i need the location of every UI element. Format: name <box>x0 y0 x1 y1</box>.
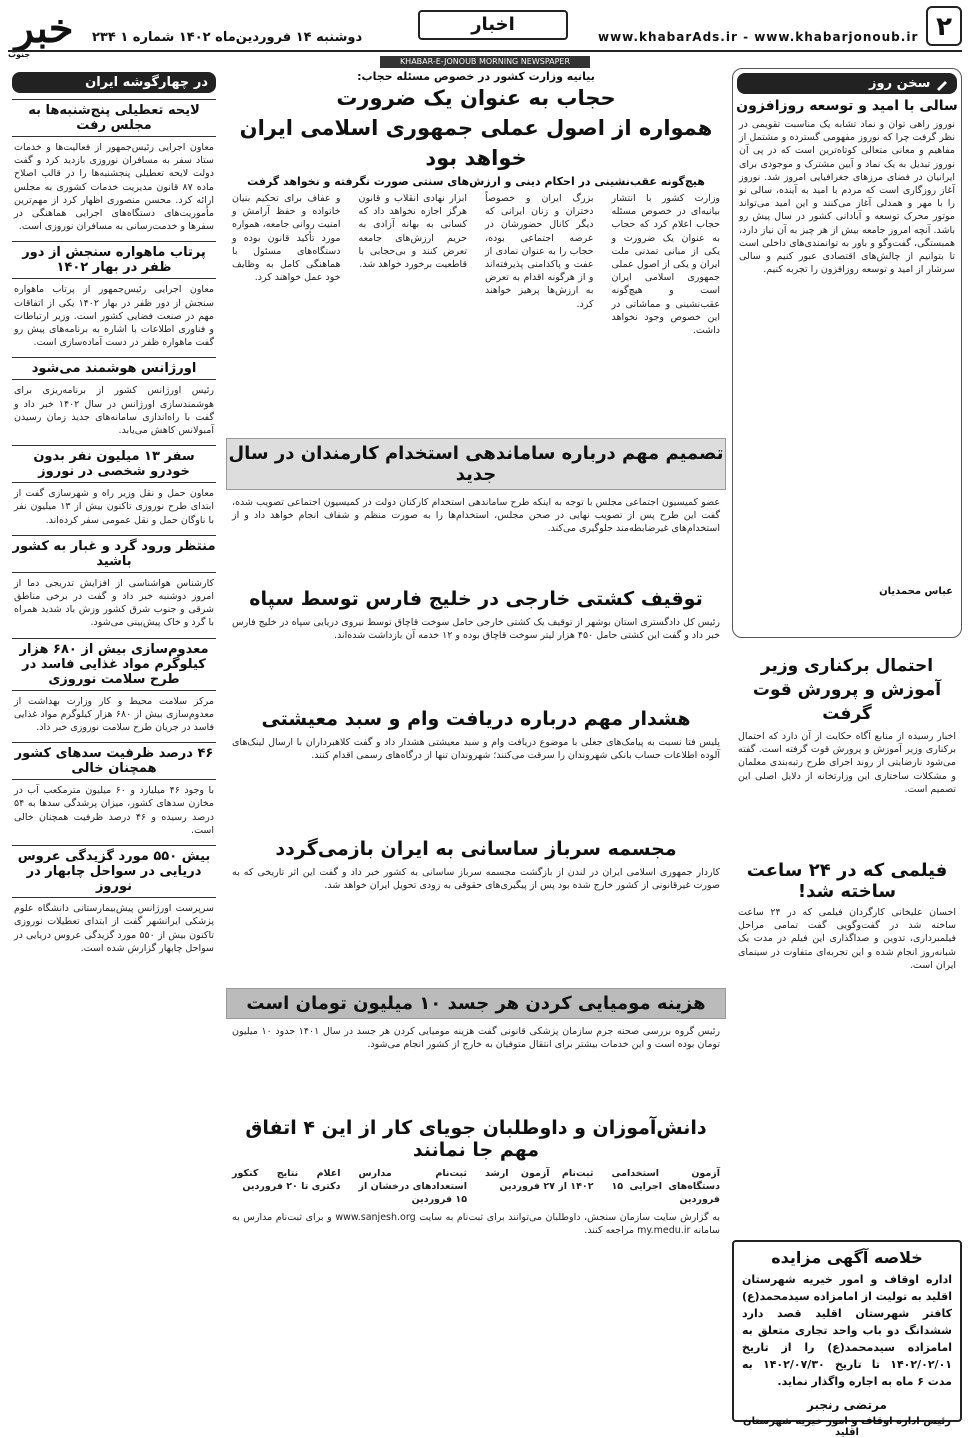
hiring-body: عضو کمیسیون اجتماعی مجلس با توجه به اینکه طرح ساماندهی استخدام کارکنان دولت در کمیسیون اجتماعی تصویب شده، گفت این طرح پس از تصویب نهایی در صحن مجلس، استخدام‌ها را به صورت منظم و شفاف انجام خواهد داد و از استخدام‌های غیرضابطه‌مند جلوگیری می‌کند. <box>232 497 720 535</box>
auction-title[interactable]: خلاصه آگهی مزایده <box>771 1248 923 1267</box>
exam-item: اعلام نتایج کنکور دکتری تا ۲۰ فروردین <box>232 1168 341 1193</box>
lead-headline-line-1[interactable]: حجاب به عنوان یک ضرورت <box>336 86 616 110</box>
article-body: رئیس اورژانس کشور از برنامه‌ریزی برای هوشمندسازی اورژانس در سال ۱۴۰۲ خبر داد و گفت با راه‌اندازی سامانه‌های جدید زمان رسیدن آمبولانس کاهش می‌یابد. <box>14 385 214 437</box>
article-body: مرکز سلامت محیط و کار وزارت بهداشت از معدوم‌سازی بیش از ۶۸۰ هزار کیلوگرم مواد غذایی فاسد در جریان طرح سلامت نوروزی خبر داد. <box>14 695 214 734</box>
lead-story <box>226 70 726 430</box>
article-body: معاون حمل و نقل وزیر راه و شهرسازی گفت از ابتدای طرح نوروزی تاکنون بیش از ۱۳ میلیون نفر با ناوگان حمل و نقل عمومی سفر کرده‌اند. <box>14 488 214 526</box>
exams-headline[interactable]: دانش‌آموزان و داوطلبان جویای کار از این ۴ اتفاق مهم جا نمانند <box>245 1117 707 1161</box>
seizure-body: رئیس کل دادگستری استان بوشهر از توقیف یک کشتی خارجی حامل سوخت قاچاق توسط نیروی دریایی سپاه در خلیج فارس خبر داد و گفت این کشتی حامل ۴۵۰ هزار لیتر سوخت قاچاق بوده و ۱۲ خدمه آن بازداشت شده‌اند. <box>232 617 720 642</box>
editorial-title[interactable]: سالی با امید و توسعه روزافزون <box>736 98 958 114</box>
auction-notice <box>732 1240 962 1438</box>
exam-item: ثبت‌نام آزمون ارشد ۱۴۰۲ از ۲۷ فروردین <box>485 1168 594 1193</box>
pen-icon <box>935 77 949 91</box>
lead-body-col: وزارت کشور با انتشار بیانیه‌ای در خصوص مسئله حجاب اعلام کرد که حجاب به عنوان یک ضرورت و یکی از مبانی تمدنی ملت ایران و یکی از اصول عملی جمهوری اسلامی ایران است و هیچ‌گونه عقب‌نشینی و مماشاتی در این خصوص وجود نخواهد داشت. <box>611 193 720 337</box>
lead-deck: هیچ‌گونه عقب‌نشینی در احکام دینی و ارزش‌های سنتی صورت نگرفته و نخواهد گرفت <box>247 175 705 188</box>
auction-body: اداره اوقاف و امور خیریه شهرستان اقلید به تولیت از امامزاده سیدمحمد(ع) کافتر شهرستان اقلید قصد دارد ششدانگ دو باب واحد تجاری متعلق به امامزاده سیدمحمد(ع) را از تاریخ ۱۴۰۲/۰۲/۰۱ تا تاریخ ۱۴۰۲/۰۷/۳۰ به مدت ۶ ماه به اجاره واگذار نماید. <box>742 1273 952 1388</box>
auction-office: رئیس اداره اوقاف و امور خیریه شهرستان اقلید <box>743 1416 951 1438</box>
mummy-headline[interactable]: هزینه مومیایی کردن هر جسد ۱۰ میلیون تومان است <box>226 988 726 1019</box>
roundup-article <box>8 99 220 235</box>
issue-date: دوشنبه ۱۴ فروردین‌ماه ۱۴۰۲ شماره ۱ ۲۳۴ <box>92 30 363 45</box>
auction-signature: مرتضی رنجبر <box>807 1398 887 1412</box>
roundup-article <box>8 445 220 529</box>
article-title[interactable]: ۴۶ درصد ظرفیت سدهای کشور همچنان خالی <box>12 742 216 780</box>
statue-story <box>226 838 726 984</box>
lead-body-col: بزرگ ایران و خصوصاً دختران و زنان ایرانی که دیگر کانال حضورشان در عرصه اجتماعی بوده، حجاب را به عنوان نمادی از عفت و پاکدامنی پذیرفته‌اند و از هرگونه اقدام به تعرض به ارزش‌ها پرهیز خواهند کرد. <box>485 193 594 310</box>
hiring-story <box>226 438 726 584</box>
website-url[interactable]: www.khabarAds.ir - www.khabarjonoub.ir <box>598 30 919 44</box>
section-title: اخبار <box>418 10 568 40</box>
brand-line: KHABAR-E-JONOUB MORNING NEWSPAPER <box>380 56 590 68</box>
mummy-story <box>226 988 726 1113</box>
newspaper-logo[interactable] <box>8 5 80 59</box>
seizure-headline[interactable]: توقیف کشتی خارجی در خلیج فارس توسط سپاه <box>249 588 703 610</box>
exams-body: به گزارش سایت سازمان سنجش، داوطلبان می‌توانند برای ثبت‌نام به سایت www.sanjesh.org و برای ثبت‌نام مدارس به سامانه my.medu.ir مراجعه کنند. <box>232 1211 720 1236</box>
roundup-article <box>8 535 220 632</box>
film-body: احسان علیخانی کارگردان فیلمی که در ۲۴ ساعت ساخته شد در گفت‌وگویی گفت تمامی مراحل فیلمبرداری، تدوین و صداگذاری این فیلم در مدت یک شبانه‌روز انجام شده و این تجربه‌ای متفاوت در سینمای ایران است. <box>738 907 957 971</box>
article-title[interactable]: اورژانس هوشمند می‌شود <box>12 357 216 380</box>
article-body: معاون اجرایی رئیس‌جمهور از پرتاب ماهواره سنجش از دور ظفر در بهار ۱۴۰۲ یکی از اتفاقات مهم در صنعت فضایی کشور است. وزیر ارتباطات و فناوری اطلاعات با اشاره به برنامه‌های پیش رو گفت ماهواره ظفر در دست آماده‌سازی است. <box>14 284 214 349</box>
masthead <box>8 6 962 62</box>
film-story <box>732 856 962 1056</box>
roundup-header: در چهارگوشه ایران <box>12 72 216 93</box>
film-headline[interactable]: فیلمی که در ۲۴ ساعت ساخته شد! <box>746 860 948 902</box>
exams-items <box>226 1165 726 1209</box>
lead-headline-line-2[interactable]: همواره از اصول عملی جمهوری اسلامی ایران خواهد بود <box>239 116 713 170</box>
roundup-article <box>8 241 220 351</box>
loan-warning-story <box>226 708 726 834</box>
editorial-body: نوروز راهی توان و نماد تشابه یک مناسبت تقویمی در نظر گرفت چرا که نوروز مفهومی گسترده و مشتمل از مفاهیم و معانی متعالی کوتاه‌ترین است که در پی آن نوروز تبدیل به یک نماد و آیین مشترک و موجودی برای ایرانیان در فضای مرزهای جغرافیایی امروز شد. نوروز آغاز روزگاری است که مردم با امید به آینده، سالی نو را با مهر و همدلی آغاز می‌کنند و این امید می‌تواند موتور محرک توسعه و آبادانی کشور در سال پیش رو باشد. آنچه امروز جامعه بیش از هر چیز به آن نیاز دارد، همبستگی، گفت‌وگو و باور به توانمندی‌های داخلی است تا بتوانیم از چالش‌های اقتصادی عبور کنیم و سالی سرشار از امید و توسعه روزافزون را تجربه کنیم. <box>739 119 955 276</box>
lead-body-col: و عفاف برای تحکیم بنیان خانواده و حفظ آرامش و امنیت روانی جامعه، همواره مورد تأکید قانون بوده و دستگاه‌های مسئول با هماهنگی کامل به وظایف خود عمل خواهند کرد. <box>232 193 341 284</box>
article-title[interactable]: پرتاب ماهواره سنجش از دور ظفر در بهار ۱۴۰۲ <box>12 241 216 279</box>
editorial-author: عباس محمدیان <box>879 586 953 597</box>
mummy-body: رئیس گروه بررسی صحنه جرم سازمان پزشکی قانونی گفت هزینه مومیایی کردن هر جسد در سال ۱۴۰۱ حدود ۱۰ میلیون تومان بوده است و این خدمات بیشتر برای انتقال متوفیان به خارج از کشور انجام می‌شود. <box>232 1026 721 1051</box>
lead-kicker: بیانیه وزارت کشور در خصوص مسئله حجاب: <box>357 70 595 83</box>
article-title[interactable]: سفر ۱۳ میلیون نفر بدون خودرو شخصی در نوروز <box>12 445 216 483</box>
article-title[interactable]: بیش ۵۵۰ مورد گزیدگی عروس دریایی در سواحل چابهار در نوروز <box>12 845 216 898</box>
statue-headline[interactable]: مجسمه سرباز ساسانی به ایران بازمی‌گردد <box>275 838 677 860</box>
lead-body-col: ابزار نهادی انقلاب و قانون هرگز اجازه نخواهد داد که کسانی به بهانه آزادی به حریم ارزش‌های جامعه تعرض کنند و بی‌حجابی با قاطعیت برخورد خواهد شد. <box>358 193 467 271</box>
article-title[interactable]: منتظر ورود گرد و غبار به کشور باشید <box>12 535 216 573</box>
statue-body: کاردار جمهوری اسلامی ایران در لندن از بازگشت مجسمه سرباز ساسانی به کشور خبر داد و گفت این اثر تاریخی که به صورت غیرقانونی از کشور خارج شده بود پس از پیگیری‌های حقوقی به زودی تحویل ایران خواهد شد. <box>232 867 720 892</box>
news-roundup-column <box>8 68 220 1422</box>
exams-story <box>226 1117 726 1239</box>
loan-warning-headline[interactable]: هشدار مهم درباره دریافت وام و سبد معیشتی <box>261 708 691 730</box>
article-title[interactable]: لایحه تعطیلی پنج‌شنبه‌ها به مجلس رفت <box>12 99 216 137</box>
article-body: کارشناس هواشناسی از افزایش تدریجی دما از امروز دوشنبه خبر داد و گفت در برخی مناطق شرقی و جنوب شرق کشور وزش باد شدید همراه با گرد و خاک پیش‌بینی می‌شود. <box>14 577 214 629</box>
seizure-story <box>226 588 726 704</box>
roundup-article <box>8 742 220 839</box>
roundup-article <box>8 638 220 737</box>
article-body: با وجود ۴۶ میلیارد و ۶۰ میلیون مترمکعب آب در مخازن سدهای کشور، میزان پرشدگی سدها به ۵۴ درصد رسیده و ۴۶ درصد ظرفیت همچنان خالی است. <box>14 785 214 836</box>
roundup-article <box>8 357 220 439</box>
masthead-divider <box>8 50 962 52</box>
article-body: معاون اجرایی رئیس‌جمهور از فعالیت‌ها و خدمات ستاد سفر به مسافران نوروزی بازدید کرد و گفت دولت لایحه تعطیلی پنجشنبه‌ها را در قالب اصلاح ماده ۸۷ قانون مدیریت خدمات کشوری به مجلس ارائه کرد. محسن منصوری اظهار کرد از مهم‌ترین مأموریت‌های دستگاه‌های اجرایی هماهنگی در سفرها و خدمت‌رسانی به مسافران نوروزی است. <box>14 142 214 233</box>
editorial-header-label: سخن روز <box>869 76 931 91</box>
main-news-area <box>226 68 726 1422</box>
article-body: سرپرست اورژانس پیش‌بیمارستانی دانشگاه علوم پزشکی ایرانشهر گفت از ابتدای تعطیلات نوروزی تاکنون بیش از ۵۵۰ مورد گزیدگی عروس دریایی در سواحل چابهار گزارش شده است. <box>14 903 214 954</box>
lead-body-columns <box>226 190 726 430</box>
minister-story <box>732 650 962 850</box>
article-title[interactable]: معدوم‌سازی بیش از ۶۸۰ هزار کیلوگرم مواد غذایی فاسد در طرح سلامت نوروزی <box>12 638 216 691</box>
roundup-article <box>8 845 220 957</box>
hiring-headline[interactable]: تصمیم مهم درباره ساماندهی استخدام کارمندان در سال جدید <box>226 438 726 490</box>
editorial-header <box>737 73 957 94</box>
exam-item: آزمون استخدامی دستگاه‌های اجرایی ۱۵ فروردین <box>611 1168 720 1206</box>
editorial-box <box>732 68 962 638</box>
loan-warning-body: پلیس فتا نسبت به پیامک‌های جعلی با موضوع دریافت وام و سبد معیشتی هشدار داد و گفت کلاهبرداران با ارسال لینک‌های آلوده اطلاعات حساب بانکی شهروندان را سرقت می‌کنند؛ شهروندان تنها از درگاه‌های رسمی اقدام کنند. <box>232 737 720 762</box>
exam-item: ثبت‌نام مدارس استعدادهای درخشان از ۱۵ فروردین <box>358 1168 467 1206</box>
minister-headline[interactable]: احتمال برکناری وزیر آموزش و پرورش قوت گرفت <box>752 656 942 724</box>
minister-body: اخبار رسیده از منابع آگاه حکایت از آن دارد که احتمال برکناری وزیر آموزش و پرورش قوت گرفته است. گفته می‌شود نارضایتی از روند اجرای طرح رتبه‌بندی معلمان و مشکلات ساختاری این وزارتخانه از دلایل اصلی این تصمیم است. <box>738 731 956 795</box>
logo-text: خبر <box>14 5 74 52</box>
page-number: ۲ <box>926 6 962 46</box>
logo-subtitle: جنوب <box>8 50 31 59</box>
